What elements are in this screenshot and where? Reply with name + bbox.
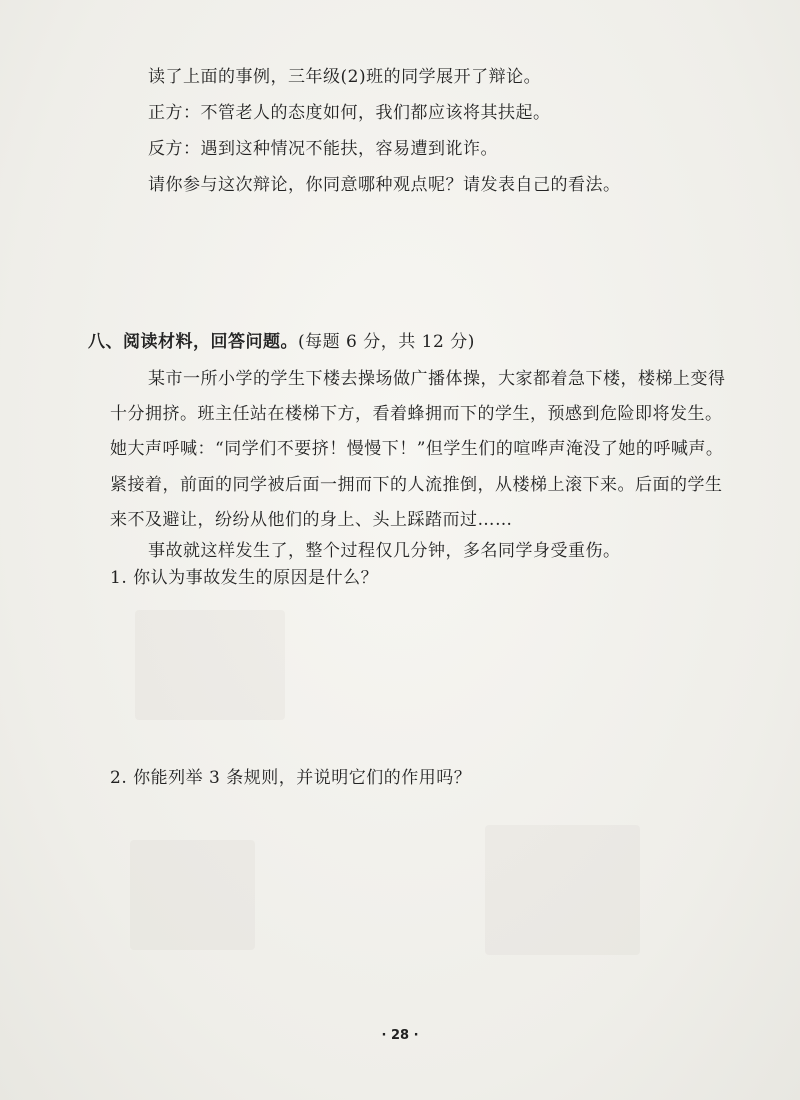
scan-show-through-bottom-left xyxy=(130,840,255,950)
section-8-score-note: (每题 6 分，共 12 分) xyxy=(298,332,475,352)
passage-line-5: 来不及避让，纷纷从他们的身上、头上踩踏而过…… xyxy=(110,510,513,530)
section-8-heading xyxy=(88,331,475,353)
passage-line-3: 她大声呼喊：“同学们不要挤！慢慢下！”但学生们的喧哗声淹没了她的呼喊声。 xyxy=(110,439,724,459)
question-1: 1. 你认为事故发生的原因是什么？ xyxy=(110,568,379,588)
scan-show-through-left xyxy=(135,610,285,720)
debate-pro: 正方：不管老人的态度如何，我们都应该将其扶起。 xyxy=(148,103,551,123)
passage-line-2: 十分拥挤。班主任站在楼梯下方，看着蜂拥而下的学生，预感到危险即将发生。 xyxy=(110,404,723,424)
scan-show-through-right xyxy=(485,825,640,955)
question-2: 2. 你能列举 3 条规则，并说明它们的作用吗？ xyxy=(110,768,472,788)
passage-line-4: 紧接着，前面的同学被后面一拥而下的人流推倒，从楼梯上滚下来。后面的学生 xyxy=(110,475,723,495)
debate-prompt: 请你参与这次辩论，你同意哪种观点呢？请发表自己的看法。 xyxy=(148,175,621,195)
debate-con: 反方：遇到这种情况不能扶，容易遭到讹诈。 xyxy=(148,139,498,159)
page-number: · 28 · xyxy=(381,1028,419,1043)
section-8-title: 八、阅读材料，回答问题。 xyxy=(88,332,298,352)
passage-line-6: 事故就这样发生了，整个过程仅几分钟，多名同学身受重伤。 xyxy=(148,541,621,561)
debate-intro: 读了上面的事例，三年级(2)班的同学展开了辩论。 xyxy=(148,67,542,87)
passage-line-1: 某市一所小学的学生下楼去操场做广播体操，大家都着急下楼，楼梯上变得 xyxy=(148,369,726,389)
